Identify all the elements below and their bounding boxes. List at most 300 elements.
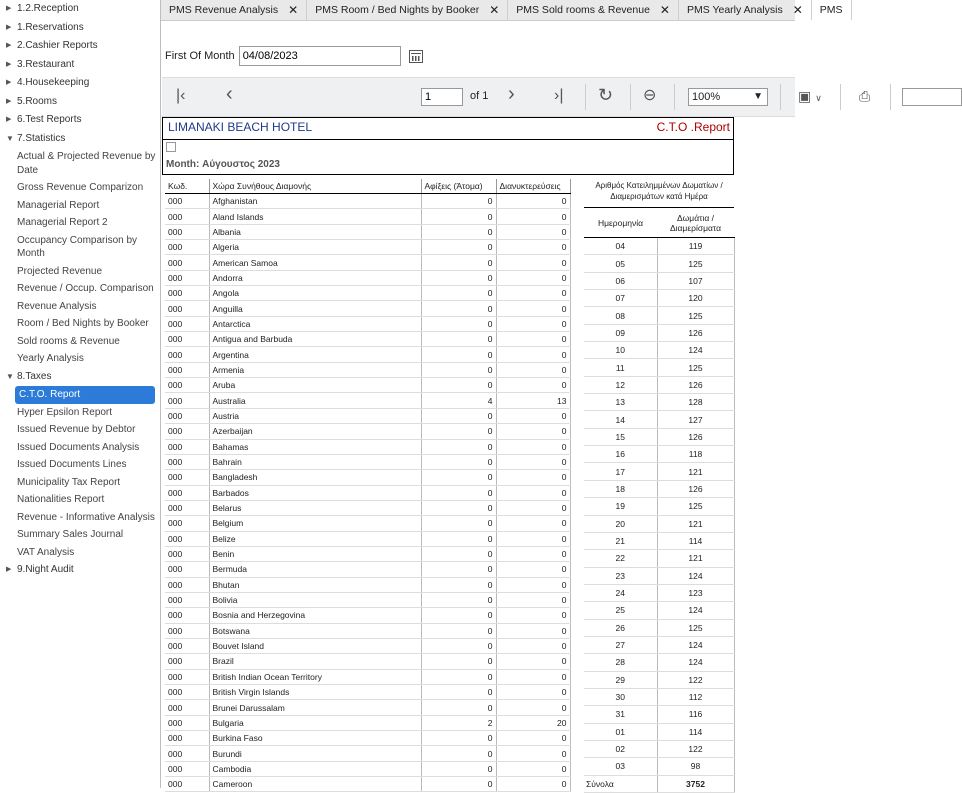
tree-group-label: 1.Reservations [17, 21, 84, 33]
rooms-cell: 124 [657, 654, 734, 671]
nights-cell: 0 [496, 316, 570, 331]
table-row [165, 347, 570, 362]
nights-cell: 0 [496, 562, 570, 577]
refresh-icon[interactable]: ↻ [598, 85, 614, 105]
tab-yearly-analysis[interactable] [679, 0, 812, 20]
arrivals-cell: 0 [421, 378, 496, 393]
nights-cell: 0 [496, 669, 570, 684]
country-name-cell: Belgium [209, 516, 421, 531]
country-code-cell: 000 [165, 393, 209, 408]
rooms-cell: 120 [657, 290, 734, 307]
tree-group-label: 7.Statistics [17, 132, 66, 144]
country-name-cell: Bolivia [209, 592, 421, 607]
tree-report-item[interactable]: Issued Documents Analysis [17, 441, 140, 453]
arrivals-cell: 0 [421, 424, 496, 439]
arrivals-cell: 0 [421, 700, 496, 715]
toolbar-divider [780, 84, 781, 110]
table-row [584, 532, 734, 549]
country-name-cell: Bermuda [209, 562, 421, 577]
table-row [584, 255, 734, 272]
rooms-cell: 122 [657, 740, 734, 757]
day-cell: 27 [584, 636, 657, 653]
caret-right-icon[interactable]: ▶ [6, 5, 12, 12]
table-row [584, 688, 734, 705]
country-name-cell: Bhutan [209, 577, 421, 592]
col-date-header: Ημερομηνία [584, 208, 657, 238]
arrivals-cell: 0 [421, 194, 496, 209]
nights-cell: 0 [496, 470, 570, 485]
country-name-cell: Bangladesh [209, 470, 421, 485]
rooms-cell: 121 [657, 463, 734, 480]
tree-report-item[interactable]: Issued Revenue by Debtor [17, 424, 136, 435]
country-name-cell: Andorra [209, 270, 421, 285]
table-row [165, 470, 570, 485]
country-name-cell: Bulgaria [209, 715, 421, 730]
table-row [584, 446, 734, 463]
totals-row [584, 775, 734, 792]
rooms-cell: 125 [657, 359, 734, 376]
next-page-icon[interactable]: › [508, 83, 515, 105]
country-name-cell: Belarus [209, 500, 421, 515]
tab-sold-rooms[interactable] [508, 0, 679, 20]
table-row [165, 531, 570, 546]
arrivals-cell: 0 [421, 669, 496, 684]
country-code-cell: 000 [165, 209, 209, 224]
table-row [165, 500, 570, 515]
table-row [584, 584, 734, 601]
rooms-cell: 118 [657, 446, 734, 463]
tree-report-item[interactable]: Municipality Tax Report [17, 476, 121, 488]
country-name-cell: Brunei Darussalam [209, 700, 421, 715]
nights-cell: 0 [496, 347, 570, 362]
day-cell: 14 [584, 411, 657, 428]
zoom-value: 100% [692, 91, 721, 103]
table-row [165, 546, 570, 561]
table-row [584, 359, 734, 376]
tree-group-label: 8.Taxes [17, 370, 52, 382]
country-name-cell: Azerbaijan [209, 424, 421, 439]
country-code-cell: 000 [165, 424, 209, 439]
table-row [584, 376, 734, 393]
country-code-cell: 000 [165, 700, 209, 715]
arrivals-cell: 0 [421, 623, 496, 638]
day-cell: 01 [584, 723, 657, 740]
table-row [165, 301, 570, 316]
tree-report-item[interactable]: Yearly Analysis [17, 353, 84, 364]
country-code-cell: 000 [165, 531, 209, 546]
arrivals-cell: 0 [421, 454, 496, 469]
country-name-cell: Burundi [209, 746, 421, 761]
rooms-cell: 125 [657, 255, 734, 272]
country-code-cell: 000 [165, 270, 209, 285]
table-row [165, 516, 570, 531]
country-name-cell: Anguilla [209, 301, 421, 316]
table-row [165, 316, 570, 331]
nights-cell: 0 [496, 577, 570, 592]
tree-report-item[interactable]: Sold rooms & Revenue [17, 335, 120, 347]
nights-cell: 0 [496, 378, 570, 393]
country-code-cell: 000 [165, 286, 209, 301]
tree-group-items [0, 386, 160, 561]
tree-group[interactable] [0, 74, 160, 93]
caret-right-icon[interactable]: ▶ [6, 97, 12, 105]
nights-cell: 0 [496, 685, 570, 700]
nights-cell: 0 [496, 623, 570, 638]
chevron-down-icon: ∨ [815, 93, 822, 103]
table-row [165, 638, 570, 653]
days-body [584, 238, 734, 793]
tree-group[interactable] [0, 93, 160, 112]
tree-report-item[interactable]: Issued Documents Lines [17, 459, 127, 470]
table-row [165, 562, 570, 577]
country-code-cell: 000 [165, 638, 209, 653]
day-cell: 11 [584, 359, 657, 376]
nights-cell: 0 [496, 209, 570, 224]
tree-group[interactable] [0, 56, 160, 75]
table-row [165, 362, 570, 377]
rooms-cell: 124 [657, 567, 734, 584]
tree-group-items [0, 148, 160, 368]
table-row [584, 636, 734, 653]
country-name-cell: Burkina Faso [209, 731, 421, 746]
tree-report-item[interactable]: Revenue Analysis [17, 300, 97, 312]
table-row [165, 454, 570, 469]
col-code-header: Κωδ. [165, 179, 209, 194]
arrivals-cell: 0 [421, 240, 496, 255]
arrivals-cell: 0 [421, 577, 496, 592]
table-row [165, 240, 570, 255]
day-cell: 03 [584, 758, 657, 775]
country-code-cell: 000 [165, 224, 209, 239]
table-header-row [165, 179, 570, 194]
country-code-cell: 000 [165, 408, 209, 423]
rooms-cell: 124 [657, 342, 734, 359]
tab-label: PMS Revenue Analysis [169, 4, 279, 16]
tree-group[interactable] [0, 0, 160, 19]
back-icon[interactable]: ⊖ [643, 87, 657, 104]
first-of-month-input[interactable] [239, 46, 401, 66]
day-cell: 05 [584, 255, 657, 272]
tab-bar [161, 0, 843, 21]
table-row [584, 602, 734, 619]
table-row [165, 286, 570, 301]
tree-report-item[interactable]: Gross Revenue Comparizon [17, 182, 144, 193]
tree-group-label: 6.Test Reports [17, 114, 82, 125]
caret-right-icon[interactable]: ▶ [6, 566, 12, 573]
caret-right-icon[interactable]: ▶ [6, 60, 12, 68]
nights-cell: 0 [496, 194, 570, 209]
report-month: Month: Αύγουστος 2023 [166, 159, 280, 170]
tree-report-item[interactable]: Managerial Report [17, 199, 100, 211]
country-code-cell: 000 [165, 608, 209, 623]
tree-report-item[interactable]: Projected Revenue [17, 265, 103, 277]
tree-group-label: 3.Restaurant [17, 58, 75, 70]
nights-cell: 0 [496, 700, 570, 715]
country-name-cell: Aland Islands [209, 209, 421, 224]
day-cell: 29 [584, 671, 657, 688]
nights-cell: 0 [496, 546, 570, 561]
table-row [584, 758, 734, 775]
arrivals-cell: 2 [421, 715, 496, 730]
table-row [584, 307, 734, 324]
tree-report-item[interactable]: Nationalities Report [17, 494, 105, 505]
country-name-cell: Bosnia and Herzegovina [209, 608, 421, 623]
rooms-cell: 125 [657, 619, 734, 636]
col-arrivals-header: Αφίξεις (Άτομα) [421, 179, 496, 194]
filter-row [165, 44, 423, 68]
country-code-cell: 000 [165, 362, 209, 377]
last-page-icon[interactable]: ›| [554, 87, 564, 104]
tab-room-bed-nights[interactable] [307, 0, 508, 20]
table-row [584, 723, 734, 740]
country-code-cell: 000 [165, 623, 209, 638]
hotel-name: LIMANAKI BEACH HOTEL [168, 120, 313, 134]
arrivals-cell: 0 [421, 685, 496, 700]
tree-report-item[interactable]: Revenue - Informative Analysis [17, 511, 155, 523]
report-title: C.T.O .Report [656, 120, 730, 134]
table-row [584, 463, 734, 480]
rooms-cell: 119 [657, 238, 734, 255]
tree-report-item[interactable]: Summary Sales Journal [17, 529, 124, 540]
tree-group-label: 9.Night Audit [17, 564, 74, 575]
nights-cell: 0 [496, 240, 570, 255]
country-code-cell: 000 [165, 347, 209, 362]
table-row [584, 411, 734, 428]
col-nights-header: Διανυκτερεύσεις [496, 179, 570, 194]
nights-cell: 0 [496, 301, 570, 316]
table-row [165, 378, 570, 393]
day-cell: 09 [584, 324, 657, 341]
day-cell: 31 [584, 706, 657, 723]
day-cell: 16 [584, 446, 657, 463]
tree-report-item[interactable]: C.T.O. Report [15, 386, 155, 404]
country-code-cell: 000 [165, 685, 209, 700]
nights-cell: 0 [496, 746, 570, 761]
table-row [165, 270, 570, 285]
col-country-header: Χώρα Συνήθους Διαμονής [209, 179, 421, 194]
caret-right-icon[interactable]: ▶ [6, 42, 12, 49]
close-icon[interactable]: ✕ [288, 3, 299, 17]
arrivals-cell: 0 [421, 746, 496, 761]
rooms-cell: 107 [657, 272, 734, 289]
nights-cell: 20 [496, 715, 570, 730]
tree-report-item[interactable]: Occupancy Comparison by Month [17, 234, 138, 259]
day-cell: 04 [584, 238, 657, 255]
rooms-cell: 126 [657, 480, 734, 497]
arrivals-cell: 0 [421, 777, 496, 792]
tree-group[interactable] [0, 130, 160, 149]
rooms-cell: 114 [657, 723, 734, 740]
tree-report-item[interactable]: Room / Bed Nights by Booker [17, 318, 149, 329]
tree-report-item[interactable]: Revenue / Occup. Comparison [17, 283, 154, 294]
nights-cell: 13 [496, 393, 570, 408]
table-row [165, 592, 570, 607]
caret-right-icon[interactable]: ▶ [6, 79, 12, 86]
country-code-cell: 000 [165, 439, 209, 454]
table-row [584, 619, 734, 636]
col-rooms-header: Δωμάτια / Διαμερίσματα [657, 208, 734, 238]
nights-cell: 0 [496, 654, 570, 669]
country-name-cell: Bahamas [209, 439, 421, 454]
rooms-cell: 123 [657, 584, 734, 601]
day-cell: 06 [584, 272, 657, 289]
arrivals-cell: 0 [421, 592, 496, 607]
tree-group[interactable] [0, 111, 160, 130]
arrivals-cell: 0 [421, 439, 496, 454]
country-code-cell: 000 [165, 592, 209, 607]
day-cell: 17 [584, 463, 657, 480]
table-row [584, 480, 734, 497]
country-code-cell: 000 [165, 301, 209, 316]
day-cell: 30 [584, 688, 657, 705]
day-cell: 28 [584, 654, 657, 671]
country-name-cell: British Virgin Islands [209, 685, 421, 700]
country-name-cell: Angola [209, 286, 421, 301]
totals-value: 3752 [657, 775, 734, 792]
caret-down-icon[interactable]: ▼ [6, 133, 14, 143]
table-row [165, 255, 570, 270]
caret-right-icon[interactable]: ▶ [6, 23, 12, 31]
country-name-cell: British Indian Ocean Territory [209, 669, 421, 684]
rooms-cell: 125 [657, 498, 734, 515]
rooms-per-day-table [584, 207, 735, 793]
nights-cell: 0 [496, 362, 570, 377]
day-cell: 19 [584, 498, 657, 515]
page-number-input[interactable] [421, 88, 463, 106]
tree-report-item[interactable]: Hyper Epsilon Report [17, 406, 113, 418]
save-icon[interactable]: ▣ ∨ [798, 88, 822, 104]
day-cell: 12 [584, 376, 657, 393]
prev-page-icon[interactable]: ‹ [226, 83, 233, 105]
tree-report-item[interactable]: Managerial Report 2 [17, 217, 108, 228]
table-row [165, 485, 570, 500]
tree-group[interactable] [0, 37, 160, 56]
arrivals-cell: 4 [421, 393, 496, 408]
arrivals-cell: 0 [421, 332, 496, 347]
country-code-cell: 000 [165, 746, 209, 761]
table-row [165, 715, 570, 730]
rooms-cell: 128 [657, 394, 734, 411]
nights-cell: 0 [496, 638, 570, 653]
table-row [584, 238, 734, 255]
first-of-month-label: First Of Month [165, 50, 235, 62]
arrivals-cell: 0 [421, 301, 496, 316]
country-code-cell: 000 [165, 194, 209, 209]
caret-right-icon[interactable]: ▶ [6, 116, 12, 123]
table-row [165, 761, 570, 776]
country-name-cell: Antarctica [209, 316, 421, 331]
nights-cell: 0 [496, 777, 570, 792]
country-code-cell: 000 [165, 546, 209, 561]
rooms-cell: 124 [657, 602, 734, 619]
table-row [584, 671, 734, 688]
arrivals-cell: 0 [421, 500, 496, 515]
caret-down-icon[interactable]: ▼ [6, 371, 14, 381]
country-name-cell: Australia [209, 393, 421, 408]
arrivals-cell: 0 [421, 546, 496, 561]
day-cell: 26 [584, 619, 657, 636]
country-code-cell: 000 [165, 255, 209, 270]
nights-cell: 0 [496, 332, 570, 347]
country-name-cell: Armenia [209, 362, 421, 377]
country-code-cell: 000 [165, 316, 209, 331]
print-icon[interactable]: ⎙ [859, 88, 871, 104]
nights-cell: 0 [496, 286, 570, 301]
table-row [165, 408, 570, 423]
arrivals-cell: 0 [421, 316, 496, 331]
tree-group-label: 4.Housekeeping [17, 77, 90, 88]
tree-group[interactable] [0, 368, 160, 387]
nights-cell: 0 [496, 439, 570, 454]
table-header-row [584, 208, 734, 238]
close-icon[interactable]: ✕ [489, 3, 500, 17]
country-name-cell: Cambodia [209, 761, 421, 776]
country-name-cell: Botswana [209, 623, 421, 638]
close-icon[interactable]: ✕ [792, 3, 803, 17]
tree-report-item[interactable]: Actual & Projected Revenue by Date [17, 151, 156, 176]
toolbar-divider [840, 84, 841, 110]
nights-cell: 0 [496, 408, 570, 423]
country-code-cell: 000 [165, 562, 209, 577]
table-row [584, 394, 734, 411]
first-page-icon[interactable]: |‹ [176, 87, 186, 104]
rooms-cell: 114 [657, 532, 734, 549]
tab-label: PMS Sold rooms & Revenue [516, 4, 650, 16]
broken-image-icon [166, 142, 176, 152]
tab-revenue-analysis[interactable] [161, 0, 307, 20]
country-code-cell: 000 [165, 731, 209, 746]
day-cell: 10 [584, 342, 657, 359]
table-row [165, 332, 570, 347]
chevron-down-icon: ▼ [753, 91, 763, 102]
nights-cell: 0 [496, 270, 570, 285]
arrivals-cell: 0 [421, 362, 496, 377]
tab-label: PMS Yearly Analysis [686, 4, 783, 16]
table-row [165, 700, 570, 715]
close-icon[interactable]: ✕ [659, 3, 670, 17]
arrivals-cell: 0 [421, 731, 496, 746]
arrivals-cell: 0 [421, 470, 496, 485]
find-input[interactable] [902, 88, 962, 106]
table-row [165, 577, 570, 592]
report-toolbar [162, 77, 871, 117]
country-code-cell: 000 [165, 378, 209, 393]
country-code-cell: 000 [165, 715, 209, 730]
days-table-title: Αριθμός Κατειλημμένων Δωματίων / Διαμερισμάτων κατά Ημέρα [595, 181, 723, 201]
tab-cto-report[interactable] [812, 0, 852, 20]
nights-cell: 0 [496, 731, 570, 746]
countries-table [165, 179, 571, 792]
zoom-select[interactable] [688, 88, 768, 106]
arrivals-cell: 0 [421, 224, 496, 239]
nights-cell: 0 [496, 531, 570, 546]
tab-label: PMS [819, 4, 843, 16]
arrivals-cell: 0 [421, 516, 496, 531]
rooms-cell: 98 [657, 758, 734, 775]
day-cell: 20 [584, 515, 657, 532]
country-code-cell: 000 [165, 654, 209, 669]
calendar-icon[interactable] [409, 50, 423, 63]
report-header [162, 117, 734, 175]
tree-group[interactable] [0, 19, 160, 38]
day-cell: 21 [584, 532, 657, 549]
country-name-cell: Algeria [209, 240, 421, 255]
tree-group[interactable] [0, 561, 160, 580]
country-name-cell: Cameroon [209, 777, 421, 792]
tree-group-label: 1.2.Reception [17, 3, 79, 14]
arrivals-cell: 0 [421, 408, 496, 423]
tree-report-item[interactable]: VAT Analysis [17, 546, 75, 558]
